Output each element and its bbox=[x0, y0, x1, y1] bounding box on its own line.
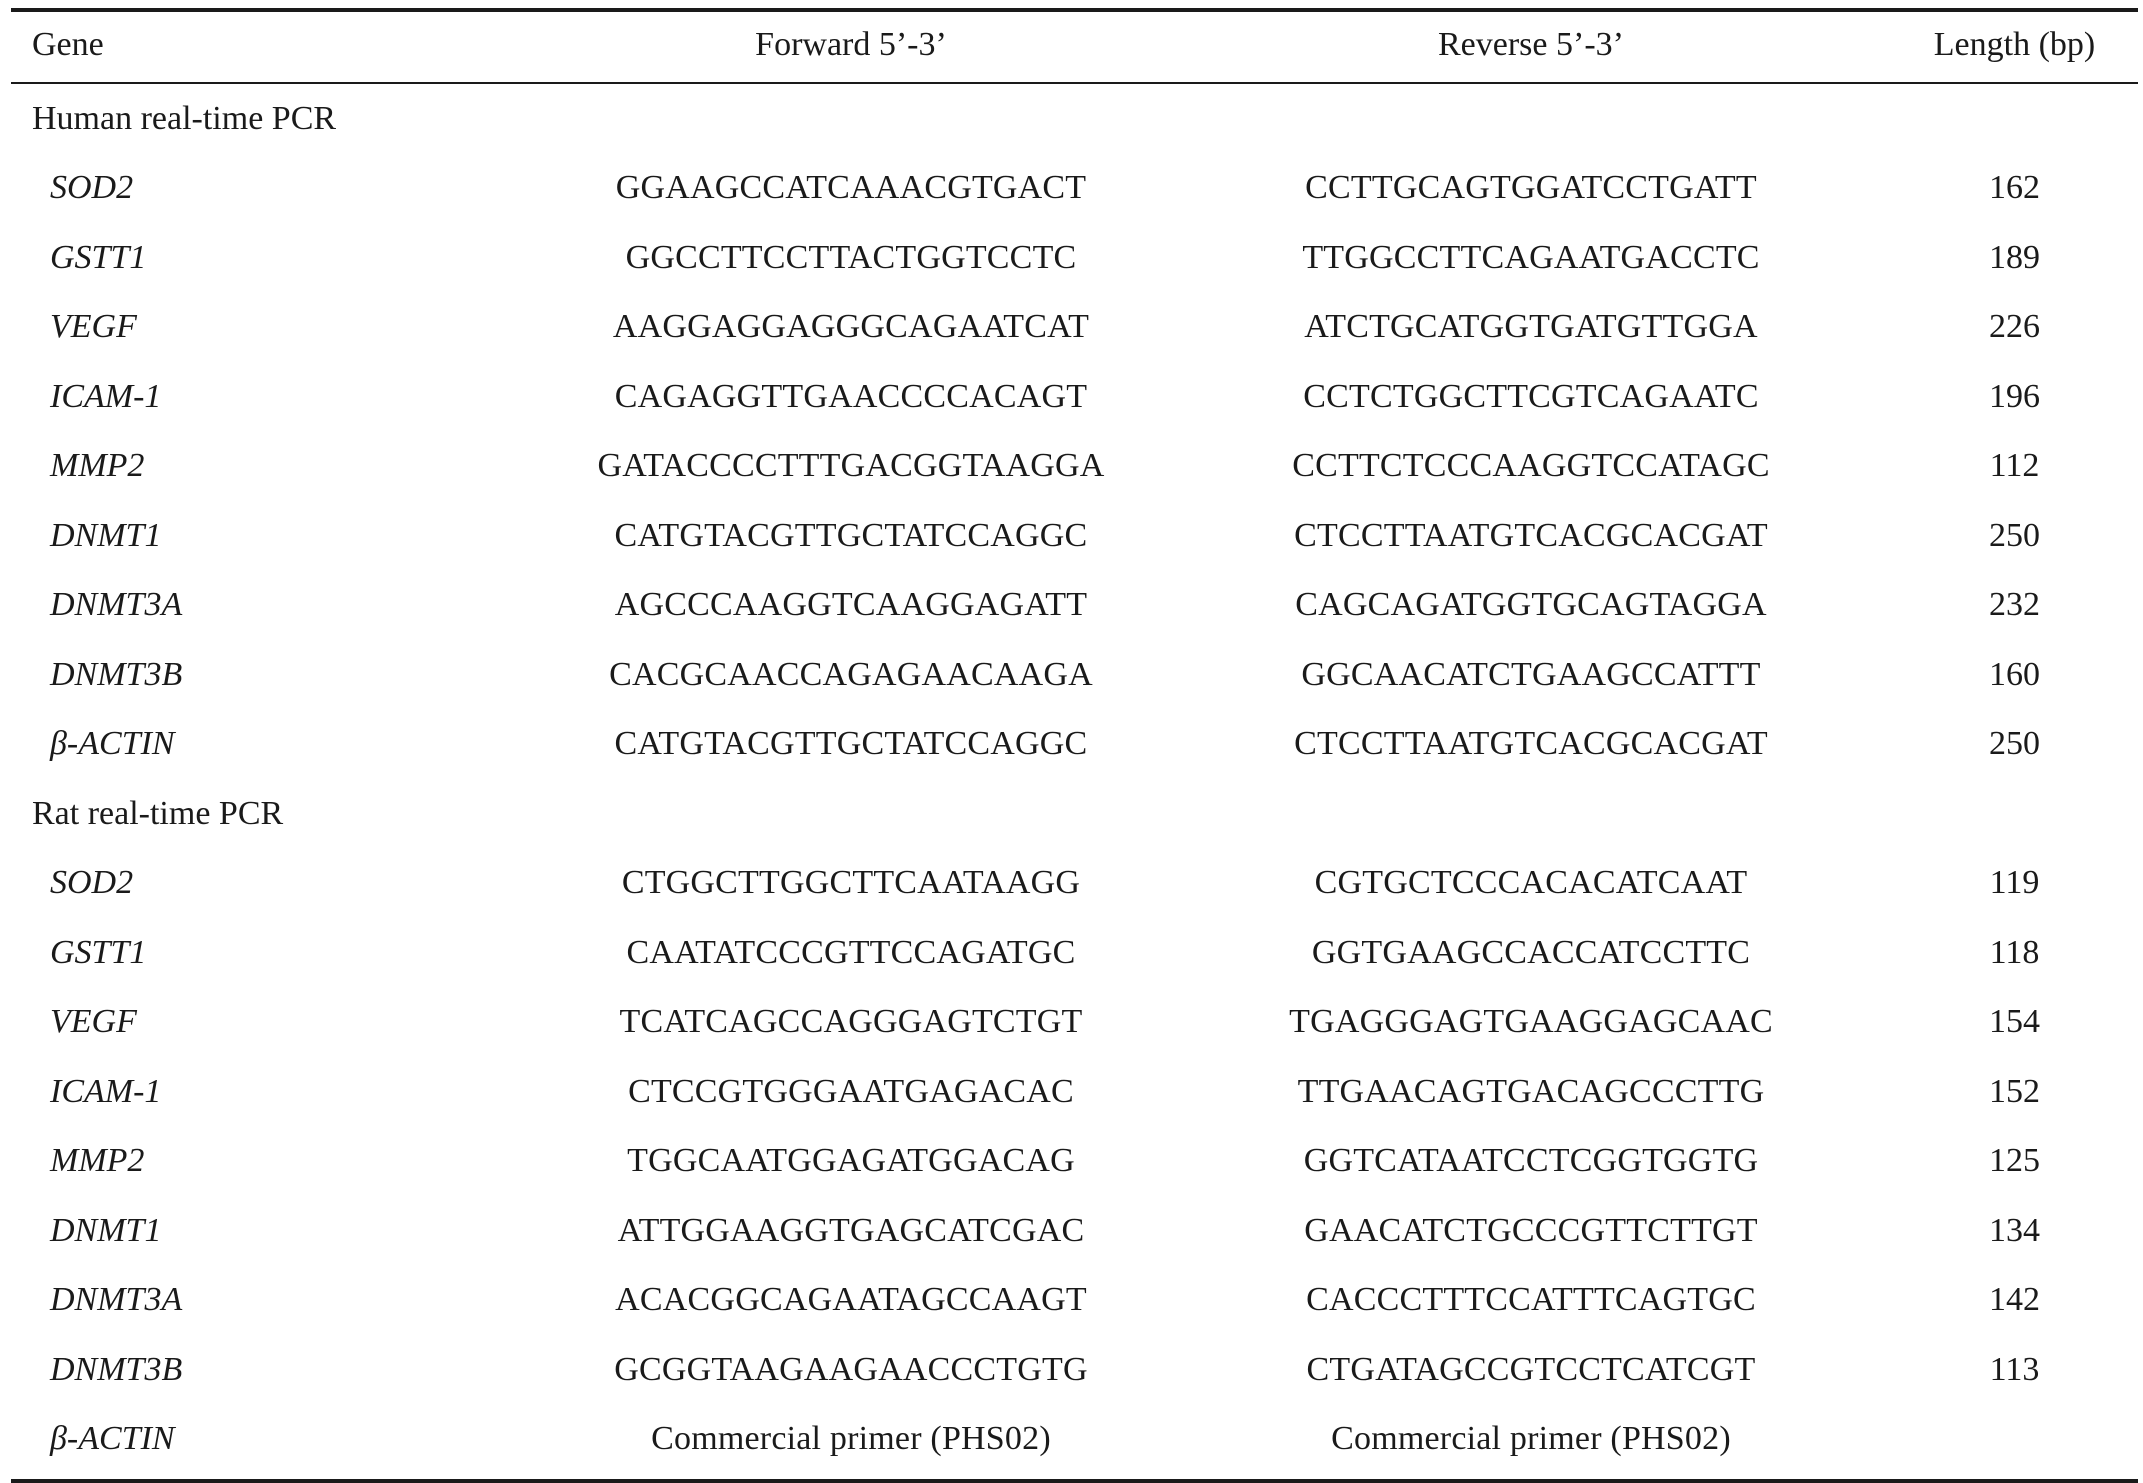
gene-cell: DNMT1 bbox=[50, 1211, 162, 1249]
reverse-primer-cell: Commercial primer (PHS02) bbox=[1331, 1420, 1731, 1458]
gene-cell: MMP2 bbox=[50, 447, 145, 485]
length-cell: 125 bbox=[1989, 1142, 2040, 1180]
gene-cell: ICAM-1 bbox=[50, 1072, 162, 1110]
length-cell: 232 bbox=[1989, 586, 2040, 624]
gene-cell: β-ACTIN bbox=[50, 725, 175, 763]
reverse-primer-cell: CTGATAGCCGTCCTCATCGT bbox=[1306, 1350, 1756, 1388]
reverse-primer-cell: GGTGAAGCCACCATCCTTC bbox=[1311, 933, 1751, 971]
forward-primer-cell: CATGTACGTTGCTATCCAGGC bbox=[614, 516, 1088, 554]
table-row bbox=[11, 1057, 2138, 1127]
gene-cell: VEGF bbox=[50, 308, 137, 346]
reverse-primer-cell: ATCTGCATGGTGATGTTGGA bbox=[1304, 308, 1758, 346]
reverse-primer-cell: TTGAACAGTGACAGCCCTTG bbox=[1297, 1072, 1765, 1110]
table-row bbox=[11, 849, 2138, 919]
gene-cell: DNMT3B bbox=[50, 1350, 183, 1388]
forward-primer-cell: CTCCGTGGGAATGAGACAC bbox=[628, 1072, 1074, 1110]
table-row bbox=[11, 293, 2138, 363]
forward-primer-cell: GATACCCCTTTGACGGTAAGGA bbox=[597, 447, 1105, 485]
length-cell: 152 bbox=[1989, 1072, 2040, 1110]
forward-primer-cell: CACGCAACCAGAGAACAAGA bbox=[609, 655, 1093, 693]
table-row bbox=[11, 571, 2138, 641]
gene-cell: β-ACTIN bbox=[50, 1420, 175, 1458]
forward-primer-cell: Commercial primer (PHS02) bbox=[651, 1420, 1051, 1458]
table-row bbox=[11, 1266, 2138, 1336]
gene-cell: SOD2 bbox=[50, 864, 134, 902]
table-row bbox=[11, 223, 2138, 293]
table-row bbox=[11, 154, 2138, 224]
forward-primer-cell: AGCCCAAGGTCAAGGAGATT bbox=[614, 586, 1088, 624]
length-cell: 160 bbox=[1989, 655, 2040, 693]
length-cell: 226 bbox=[1989, 308, 2040, 346]
forward-primer-cell: AAGGAGGAGGGCAGAATCAT bbox=[612, 308, 1090, 346]
forward-primer-cell: GGCCTTCCTTACTGGTCCTC bbox=[625, 238, 1077, 276]
gene-cell: GSTT1 bbox=[50, 933, 147, 971]
length-cell: 196 bbox=[1989, 377, 2040, 415]
reverse-primer-cell: GGTCATAATCCTCGGTGGTG bbox=[1303, 1142, 1759, 1180]
forward-primer-cell: CTGGCTTGGCTTCAATAAGG bbox=[621, 864, 1081, 902]
section-title: Human real-time PCR bbox=[32, 99, 337, 137]
table-row bbox=[11, 918, 2138, 988]
table-row bbox=[11, 1405, 2138, 1475]
gene-cell: VEGF bbox=[50, 1003, 137, 1041]
table-row bbox=[11, 362, 2138, 432]
forward-primer-cell: CATGTACGTTGCTATCCAGGC bbox=[614, 725, 1088, 763]
table-row bbox=[11, 501, 2138, 571]
reverse-primer-cell: CCTTCTCCCAAGGTCCATAGC bbox=[1292, 447, 1770, 485]
section-title: Rat real-time PCR bbox=[32, 794, 284, 832]
gene-cell: SOD2 bbox=[50, 169, 134, 207]
header-reverse: Reverse 5’-3’ bbox=[1438, 25, 1624, 63]
length-cell: 250 bbox=[1989, 516, 2040, 554]
forward-primer-cell: TGGCAATGGAGATGGACAG bbox=[627, 1142, 1075, 1180]
table-row bbox=[11, 1335, 2138, 1405]
gene-cell: GSTT1 bbox=[50, 238, 147, 276]
primer-table bbox=[11, 8, 2138, 1483]
header-gene: Gene bbox=[32, 25, 104, 63]
length-cell: 162 bbox=[1989, 169, 2040, 207]
reverse-primer-cell: GGCAACATCTGAAGCCATTT bbox=[1301, 655, 1761, 693]
forward-primer-cell: CAGAGGTTGAACCCCACAGT bbox=[614, 377, 1088, 415]
gene-cell: DNMT3A bbox=[50, 1281, 183, 1319]
header-length: Length (bp) bbox=[1933, 25, 2096, 63]
reverse-primer-cell: GAACATCTGCCCGTTCTTGT bbox=[1304, 1211, 1758, 1249]
gene-cell: MMP2 bbox=[50, 1142, 145, 1180]
reverse-primer-cell: CTCCTTAATGTCACGCACGAT bbox=[1294, 516, 1768, 554]
table-bottom-rule bbox=[11, 1479, 2138, 1483]
forward-primer-cell: CAATATCCCGTTCCAGATGC bbox=[626, 933, 1076, 971]
length-cell: 250 bbox=[1989, 725, 2040, 763]
length-cell: 112 bbox=[1989, 447, 2040, 485]
forward-primer-cell: GGAAGCCATCAAACGTGACT bbox=[615, 169, 1087, 207]
gene-cell: DNMT3A bbox=[50, 586, 183, 624]
reverse-primer-cell: CGTGCTCCCACACATCAAT bbox=[1314, 864, 1748, 902]
reverse-primer-cell: CAGCAGATGGTGCAGTAGGA bbox=[1295, 586, 1767, 624]
table-row bbox=[11, 1196, 2138, 1266]
table-row bbox=[11, 432, 2138, 502]
forward-primer-cell: TCATCAGCCAGGGAGTCTGT bbox=[619, 1003, 1083, 1041]
forward-primer-cell: ACACGGCAGAATAGCCAAGT bbox=[615, 1281, 1087, 1319]
reverse-primer-cell: TGAGGGAGTGAAGGAGCAAC bbox=[1289, 1003, 1773, 1041]
gene-cell: ICAM-1 bbox=[50, 377, 162, 415]
reverse-primer-cell: CCTCTGGCTTCGTCAGAATC bbox=[1303, 377, 1759, 415]
length-cell: 154 bbox=[1989, 1003, 2040, 1041]
table-body bbox=[11, 84, 2138, 1474]
reverse-primer-cell: CTCCTTAATGTCACGCACGAT bbox=[1294, 725, 1768, 763]
table-row bbox=[11, 1127, 2138, 1197]
length-cell: 118 bbox=[1989, 933, 2040, 971]
length-cell: 113 bbox=[1989, 1350, 2040, 1388]
table-header-row bbox=[11, 12, 2138, 77]
length-cell: 189 bbox=[1989, 238, 2040, 276]
reverse-primer-cell: CACCCTTTCCATTTCAGTGC bbox=[1306, 1281, 1756, 1319]
table-row bbox=[11, 988, 2138, 1058]
gene-cell: DNMT1 bbox=[50, 516, 162, 554]
gene-cell: DNMT3B bbox=[50, 655, 183, 693]
forward-primer-cell: ATTGGAAGGTGAGCATCGAC bbox=[617, 1211, 1085, 1249]
header-forward: Forward 5’-3’ bbox=[755, 25, 947, 63]
reverse-primer-cell: TTGGCCTTCAGAATGACCTC bbox=[1302, 238, 1760, 276]
forward-primer-cell: GCGGTAAGAAGAACCCTGTG bbox=[614, 1350, 1088, 1388]
reverse-primer-cell: CCTTGCAGTGGATCCTGATT bbox=[1305, 169, 1757, 207]
table-row bbox=[11, 710, 2138, 780]
length-cell: 142 bbox=[1989, 1281, 2040, 1319]
length-cell: 134 bbox=[1989, 1211, 2040, 1249]
table-row bbox=[11, 640, 2138, 710]
length-cell: 119 bbox=[1989, 864, 2040, 902]
